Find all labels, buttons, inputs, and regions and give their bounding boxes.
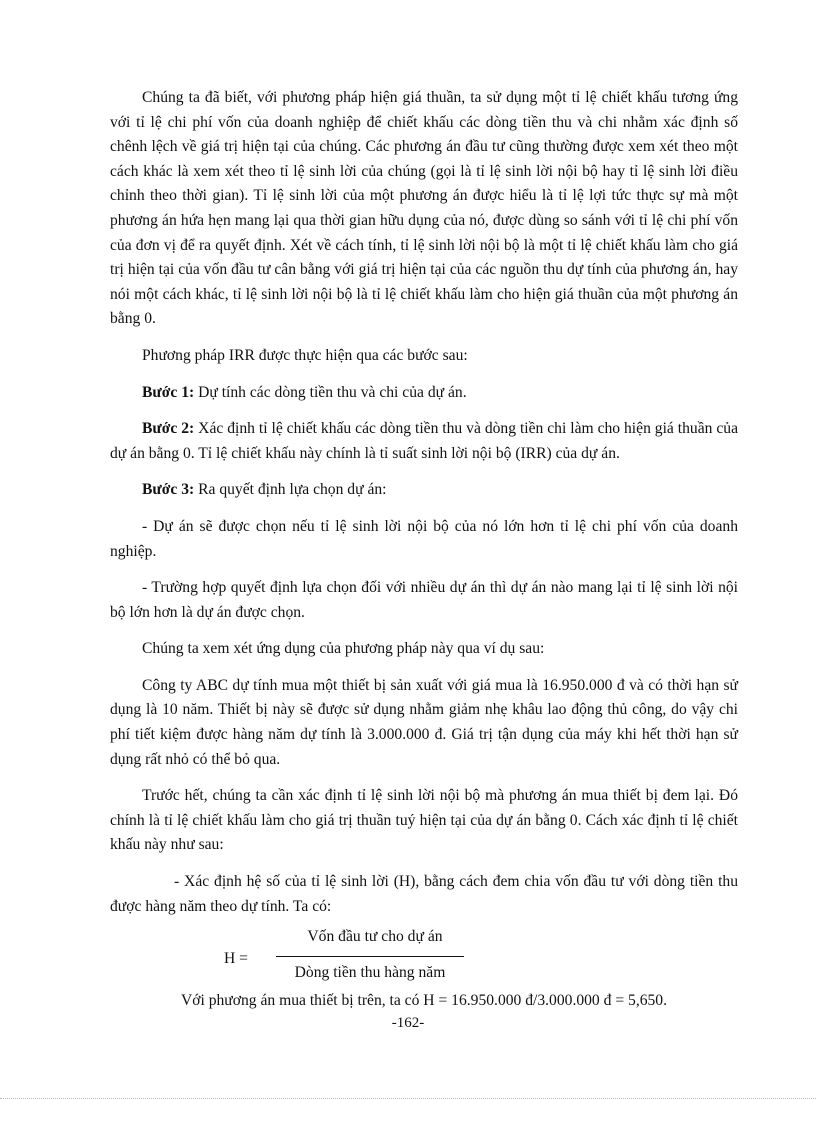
step-3-text: Ra quyết định lựa chọn dự án:	[194, 481, 387, 499]
page-body	[110, 86, 738, 1014]
paragraph-example-abc: Công ty ABC dự tính mua một thiết bị sản xuất với giá mua là 16.950.000 đ và có thời hạn sử dụng là 10 năm. Thiết bị này sẽ được sử dụng nhằm giảm nhẹ khâu lao động thủ công, do vậy chi phí tiết kiệm được hàng năm dự tính là 3.000.000 đ. Giá trị tận dụng của máy khi hết thời hạn sử dụng rất nhỏ có thể bỏ qua.	[110, 676, 738, 768]
formula-numerator: Vốn đầu tư cho dự án	[307, 928, 443, 946]
fraction-bar	[276, 956, 464, 957]
paragraph-npv-intro: Chúng ta đã biết, với phương pháp hiện giá thuần, ta sử dụng một tỉ lệ chiết khấu tương ứng với tỉ lệ chi phí vốn của doanh nghiệp để chiết khấu các dòng tiền thu và chi nhằm xác định số chênh lệch về giá trị hiện tại của chúng. Các phương án đầu tư cũng thường được xem xét theo một cách khác là xem xét theo tỉ lệ sinh lời của chúng (gọi là tỉ lệ sinh lời nội bộ hay tỉ lệ sinh lời điều chỉnh theo thời gian). Tỉ lệ sinh lời của một phương án được hiểu là tỉ lệ lợi tức thực sự mà một phương án hứa hẹn mang lại qua thời gian hữu dụng của nó, được dùng so sánh với tỉ lệ chi phí vốn của đơn vị để ra quyết định. Xét về cách tính, tỉ lệ sinh lời nội bộ là một tỉ lệ chiết khấu làm cho giá trị hiện tại của vốn đầu tư cân bằng với giá trị hiện tại của các nguồn thu dự tính của phương án, hay nói một cách khác, tỉ lệ sinh lời nội bộ là tỉ lệ chiết khấu làm cho hiện giá thuần của một phương án bằng 0.	[110, 89, 738, 328]
step-2-label: Bước 2:	[142, 420, 195, 438]
bullet-multiple-projects: - Trường hợp quyết định lựa chọn đối với nhiều dự án thì dự án nào mang lại tỉ lệ sinh lời nội bộ lớn hơn là dự án được chọn.	[110, 579, 738, 621]
step-1-text: Dự tính các dòng tiền thu và chi của dự án.	[194, 383, 467, 401]
step-3-label: Bước 3:	[142, 481, 195, 499]
paragraph-coefficient-h: - Xác định hệ số của tỉ lệ sinh lời (H), bằng cách đem chia vốn đầu tư với dòng tiền thu được hàng năm theo dự tính. Ta có:	[110, 873, 738, 915]
paragraph-example-intro: Chúng ta xem xét ứng dụng của phương pháp này qua ví dụ sau:	[142, 640, 545, 658]
formula-denominator: Dòng tiền thu hàng năm	[294, 964, 446, 982]
step-2-text: Xác định tỉ lệ chiết khấu các dòng tiền thu và dòng tiền chi làm cho hiện giá thuần của dự án bằng 0. Tỉ lệ chiết khấu này chính là tỉ suất sinh lời nội bộ (IRR) của dự án.	[110, 420, 739, 462]
step-3	[110, 478, 738, 503]
footer-divider	[0, 1098, 816, 1099]
paragraph-irr-steps-intro: Phương pháp IRR được thực hiện qua các bước sau:	[142, 346, 468, 364]
bullet-single-project: - Dự án sẽ được chọn nếu tỉ lệ sinh lời nội bộ của nó lớn hơn tỉ lệ chi phí vốn của doanh nghiệp.	[110, 517, 738, 560]
page-number: -162-	[391, 1015, 425, 1031]
formula-lhs: H =	[224, 950, 248, 968]
step-1	[110, 381, 738, 406]
step-1-label: Bước 1:	[142, 383, 195, 401]
step-2	[110, 417, 738, 466]
formula-h	[110, 925, 738, 987]
formula-result: Với phương án mua thiết bị trên, ta có H = 16.950.000 đ/3.000.000 đ = 5,650.	[180, 992, 668, 1010]
paragraph-irr-determination: Trước hết, chúng ta cần xác định tỉ lệ sinh lời nội bộ mà phương án mua thiết bị đem lại. Đó chính là tỉ lệ chiết khấu làm cho giá trị thuần tuý hiện tại của dự án bằng 0. Cách xác định tỉ lệ chiết khấu này như sau:	[110, 787, 738, 854]
